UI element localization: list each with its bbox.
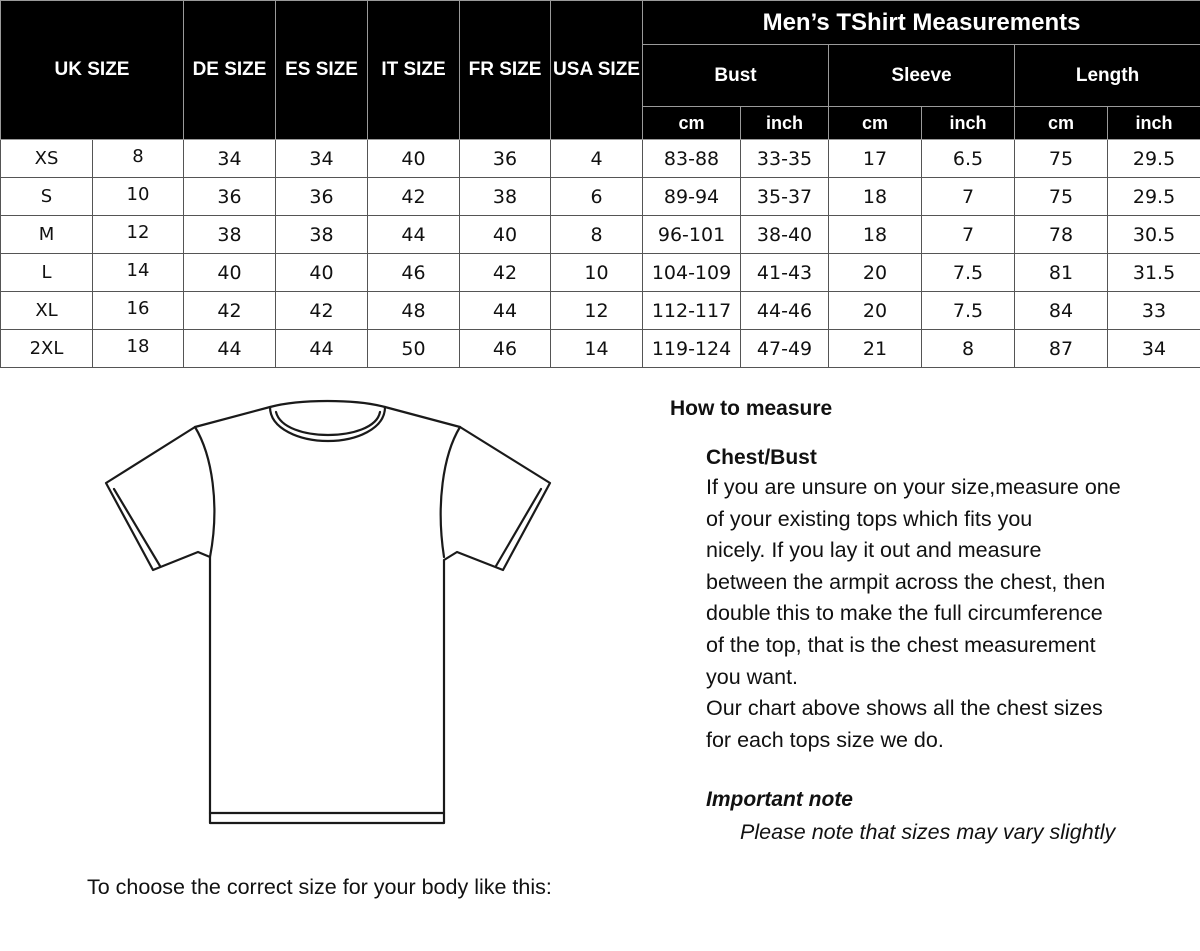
table-row	[1, 254, 1200, 292]
sleeve-inch: 6.5	[922, 140, 1015, 178]
table-row	[1, 330, 1200, 368]
it-size: 50	[368, 330, 460, 368]
sleeve-cm-header: cm	[829, 107, 922, 140]
es-size: 38	[276, 216, 368, 254]
de-size: 40	[184, 254, 276, 292]
usa-size: 14	[551, 330, 643, 368]
table-row	[1, 292, 1200, 330]
length-inch: 34	[1108, 330, 1200, 368]
sleeve-inch: 7.5	[922, 254, 1015, 292]
instruction-line: If you are unsure on your size,measure one	[706, 475, 1121, 499]
size-label: L	[1, 254, 93, 292]
instruction-line: Our chart above shows all the chest sizes	[706, 696, 1103, 721]
bust-inch: 33-35	[741, 140, 829, 178]
length-inch: 31.5	[1108, 254, 1200, 292]
bust-cm: 96-101	[643, 216, 741, 254]
length-inch: 29.5	[1108, 140, 1200, 178]
fr-size-header: FR SIZE	[460, 1, 551, 140]
instruction-line: of your existing tops which fits you	[706, 506, 1033, 531]
uk-size: 16	[93, 292, 184, 330]
fr-size: 36	[460, 140, 551, 178]
uk-size-header: UK SIZE	[1, 1, 184, 140]
usa-size: 6	[551, 178, 643, 216]
es-size: 40	[276, 254, 368, 292]
table-row	[1, 178, 1200, 216]
length-inch: 30.5	[1108, 216, 1200, 254]
uk-size: 14	[93, 254, 184, 292]
bust-cm-header: cm	[643, 107, 741, 140]
sleeve-inch-header: inch	[922, 107, 1015, 140]
sleeve-header: Sleeve	[829, 45, 1015, 107]
instruction-line: of the top, that is the chest measurement	[706, 632, 1096, 657]
fr-size: 46	[460, 330, 551, 368]
fr-size: 40	[460, 216, 551, 254]
instruction-line: you want.	[706, 664, 799, 689]
instruction-line: nicely. If you lay it out and measure	[706, 538, 1042, 563]
it-size: 48	[368, 292, 460, 330]
length-header: Length	[1015, 45, 1200, 107]
sleeve-cm: 17	[829, 140, 922, 178]
bust-inch: 35-37	[741, 178, 829, 216]
size-label: S	[1, 178, 93, 216]
it-size-header: IT SIZE	[368, 1, 460, 140]
instruction-line: double this to make the full circumference	[706, 601, 1103, 626]
usa-size: 12	[551, 292, 643, 330]
usa-size-header: USA SIZE	[551, 1, 643, 140]
it-size: 44	[368, 216, 460, 254]
uk-size: 10	[93, 178, 184, 216]
length-cm: 75	[1015, 140, 1108, 178]
es-size: 44	[276, 330, 368, 368]
instruction-line: for each tops size we do.	[706, 727, 944, 752]
sleeve-cm: 21	[829, 330, 922, 368]
sleeve-cm: 20	[829, 292, 922, 330]
it-size: 46	[368, 254, 460, 292]
bust-inch: 41-43	[741, 254, 829, 292]
sleeve-cm: 18	[829, 178, 922, 216]
how-to-measure-heading: How to measure	[670, 397, 833, 420]
size-chart-table	[0, 0, 1200, 368]
uk-size: 18	[93, 330, 184, 368]
table-header	[1, 1, 1200, 140]
fr-size: 38	[460, 178, 551, 216]
length-inch: 33	[1108, 292, 1200, 330]
sleeve-cm: 20	[829, 254, 922, 292]
chest-instructions	[706, 472, 1176, 756]
uk-size: 12	[93, 216, 184, 254]
length-inch: 29.5	[1108, 178, 1200, 216]
de-size: 34	[184, 140, 276, 178]
usa-size: 8	[551, 216, 643, 254]
fr-size: 42	[460, 254, 551, 292]
bust-cm: 104-109	[643, 254, 741, 292]
length-cm: 87	[1015, 330, 1108, 368]
es-size: 36	[276, 178, 368, 216]
length-cm: 84	[1015, 292, 1108, 330]
size-guide-footer: To choose the correct size for your body like this:	[87, 875, 552, 899]
de-size: 44	[184, 330, 276, 368]
bust-cm: 112-117	[643, 292, 741, 330]
bust-header: Bust	[643, 45, 829, 107]
instruction-line: between the armpit across the chest, then	[706, 569, 1106, 594]
es-size: 42	[276, 292, 368, 330]
chest-bust-heading: Chest/Bust	[706, 446, 817, 469]
length-cm-header: cm	[1015, 107, 1108, 140]
size-label: XS	[1, 140, 93, 178]
bust-inch: 44-46	[741, 292, 829, 330]
de-size: 36	[184, 178, 276, 216]
length-cm: 81	[1015, 254, 1108, 292]
de-size: 42	[184, 292, 276, 330]
important-note-text: Please note that sizes may vary slightly	[740, 820, 1116, 844]
sleeve-inch: 7	[922, 216, 1015, 254]
length-inch-header: inch	[1108, 107, 1200, 140]
de-size-header: DE SIZE	[184, 1, 276, 140]
sleeve-inch: 7	[922, 178, 1015, 216]
sleeve-cm: 18	[829, 216, 922, 254]
es-size: 34	[276, 140, 368, 178]
bust-cm: 119-124	[643, 330, 741, 368]
table-row	[1, 140, 1200, 178]
es-size-header: ES SIZE	[276, 1, 368, 140]
de-size: 38	[184, 216, 276, 254]
table-title: Men’s TShirt Measurements	[643, 1, 1200, 45]
bust-inch: 47-49	[741, 330, 829, 368]
tshirt-outline-icon	[100, 395, 560, 830]
table-row	[1, 216, 1200, 254]
important-note-heading: Important note	[706, 788, 853, 811]
sleeve-inch: 7.5	[922, 292, 1015, 330]
length-cm: 78	[1015, 216, 1108, 254]
sleeve-inch: 8	[922, 330, 1015, 368]
usa-size: 10	[551, 254, 643, 292]
size-label: M	[1, 216, 93, 254]
it-size: 42	[368, 178, 460, 216]
usa-size: 4	[551, 140, 643, 178]
uk-size: 8	[93, 140, 184, 178]
length-cm: 75	[1015, 178, 1108, 216]
bust-inch-header: inch	[741, 107, 829, 140]
bust-cm: 89-94	[643, 178, 741, 216]
fr-size: 44	[460, 292, 551, 330]
table-body	[1, 140, 1200, 368]
size-label: 2XL	[1, 330, 93, 368]
size-label: XL	[1, 292, 93, 330]
bust-inch: 38-40	[741, 216, 829, 254]
it-size: 40	[368, 140, 460, 178]
bust-cm: 83-88	[643, 140, 741, 178]
